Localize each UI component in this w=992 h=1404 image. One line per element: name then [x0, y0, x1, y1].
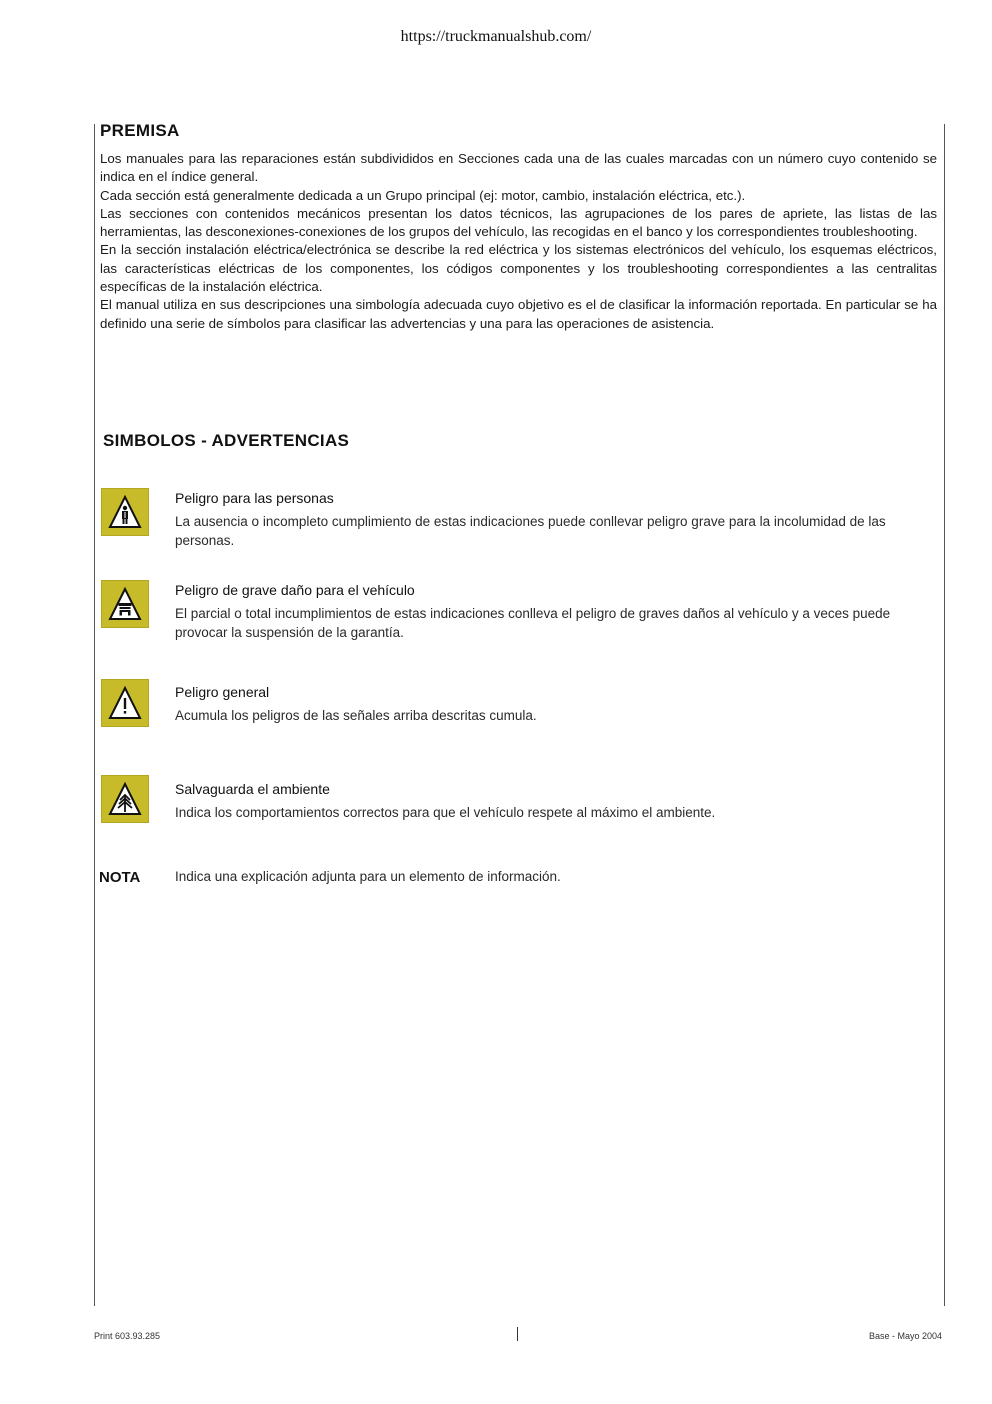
simbolos-heading: SIMBOLOS - ADVERTENCIAS — [103, 431, 350, 450]
symbol-title: Peligro para las personas — [175, 490, 334, 506]
symbol-description: La ausencia o incompleto cumplimiento de estas indicaciones puede conllevar peligro grave para la incolumidad de las personas. — [175, 514, 886, 548]
vehicle-warning-icon — [101, 580, 149, 628]
tree-environment-icon — [101, 775, 149, 823]
person-warning-icon — [101, 488, 149, 536]
right-margin-rule — [944, 124, 945, 1306]
premisa-paragraph: Los manuales para las reparaciones están subdivididos en Secciones cada una de las cuales marcadas con un número cuyo contenido se indica en el índice general. — [100, 151, 937, 185]
symbol-item-person — [100, 488, 937, 548]
symbol-item-environment — [100, 775, 937, 835]
premisa-paragraph: Cada sección está generalmente dedicada a un Grupo principal (ej: motor, cambio, instalación eléctrica, etc.). — [100, 187, 746, 203]
premisa-paragraph: Las secciones con contenidos mecánicos presentan los datos técnicos, las agrupaciones de los pares de apriete, las listas de las herramientas, las desconexiones-conexiones de los grupos del vehículo, las recogidas en el banco y los correspondientes troubleshooting. — [100, 205, 937, 240]
footer-divider — [517, 1327, 518, 1341]
symbol-title: Peligro de grave daño para el vehículo — [175, 582, 415, 598]
symbol-item-vehicle — [100, 580, 937, 640]
premisa-heading: PREMISA — [100, 121, 180, 140]
nota-label: NOTA — [99, 869, 141, 886]
symbol-title: Salvaguarda el ambiente — [175, 781, 330, 797]
left-margin-rule — [94, 124, 95, 1306]
premisa-paragraph: El manual utiliza en sus descripciones una simbología adecuada cuyo objetivo es el de clasificar la información reportada. En particular se ha definido una serie de símbolos para clasificar las advertencias y una para las operaciones de asistencia. — [100, 297, 937, 331]
symbol-description: El parcial o total incumplimientos de estas indicaciones conlleva el peligro de graves daños al vehículo y a veces puede provocar la suspensión de la garantía. — [175, 606, 891, 640]
premisa-body — [100, 150, 937, 333]
footer-edition: Base - Mayo 2004 — [868, 1331, 942, 1341]
nota-text: Indica una explicación adjunta para un elemento de información. — [175, 869, 561, 884]
symbol-description: Indica los comportamientos correctos para que el vehículo respete al máximo el ambiente. — [175, 805, 716, 820]
source-url: https://truckmanualshub.com/ — [400, 28, 592, 45]
symbol-title: Peligro general — [175, 684, 270, 700]
exclamation-warning-icon — [101, 679, 149, 727]
premisa-paragraph: En la sección instalación eléctrica/electrónica se describe la red eléctrica y los sistemas electrónicos del vehículo, los esquemas eléctricos, las características eléctricas de los componentes, los códigos componentes y los troubleshooting correspondientes a las centralitas específicas de la instalación eléctrica. — [100, 242, 937, 295]
footer-print-code: Print 603.93.285 — [94, 1331, 161, 1341]
symbol-item-general — [100, 679, 937, 739]
symbol-description: Acumula los peligros de las señales arriba descritas cumula. — [175, 708, 537, 723]
